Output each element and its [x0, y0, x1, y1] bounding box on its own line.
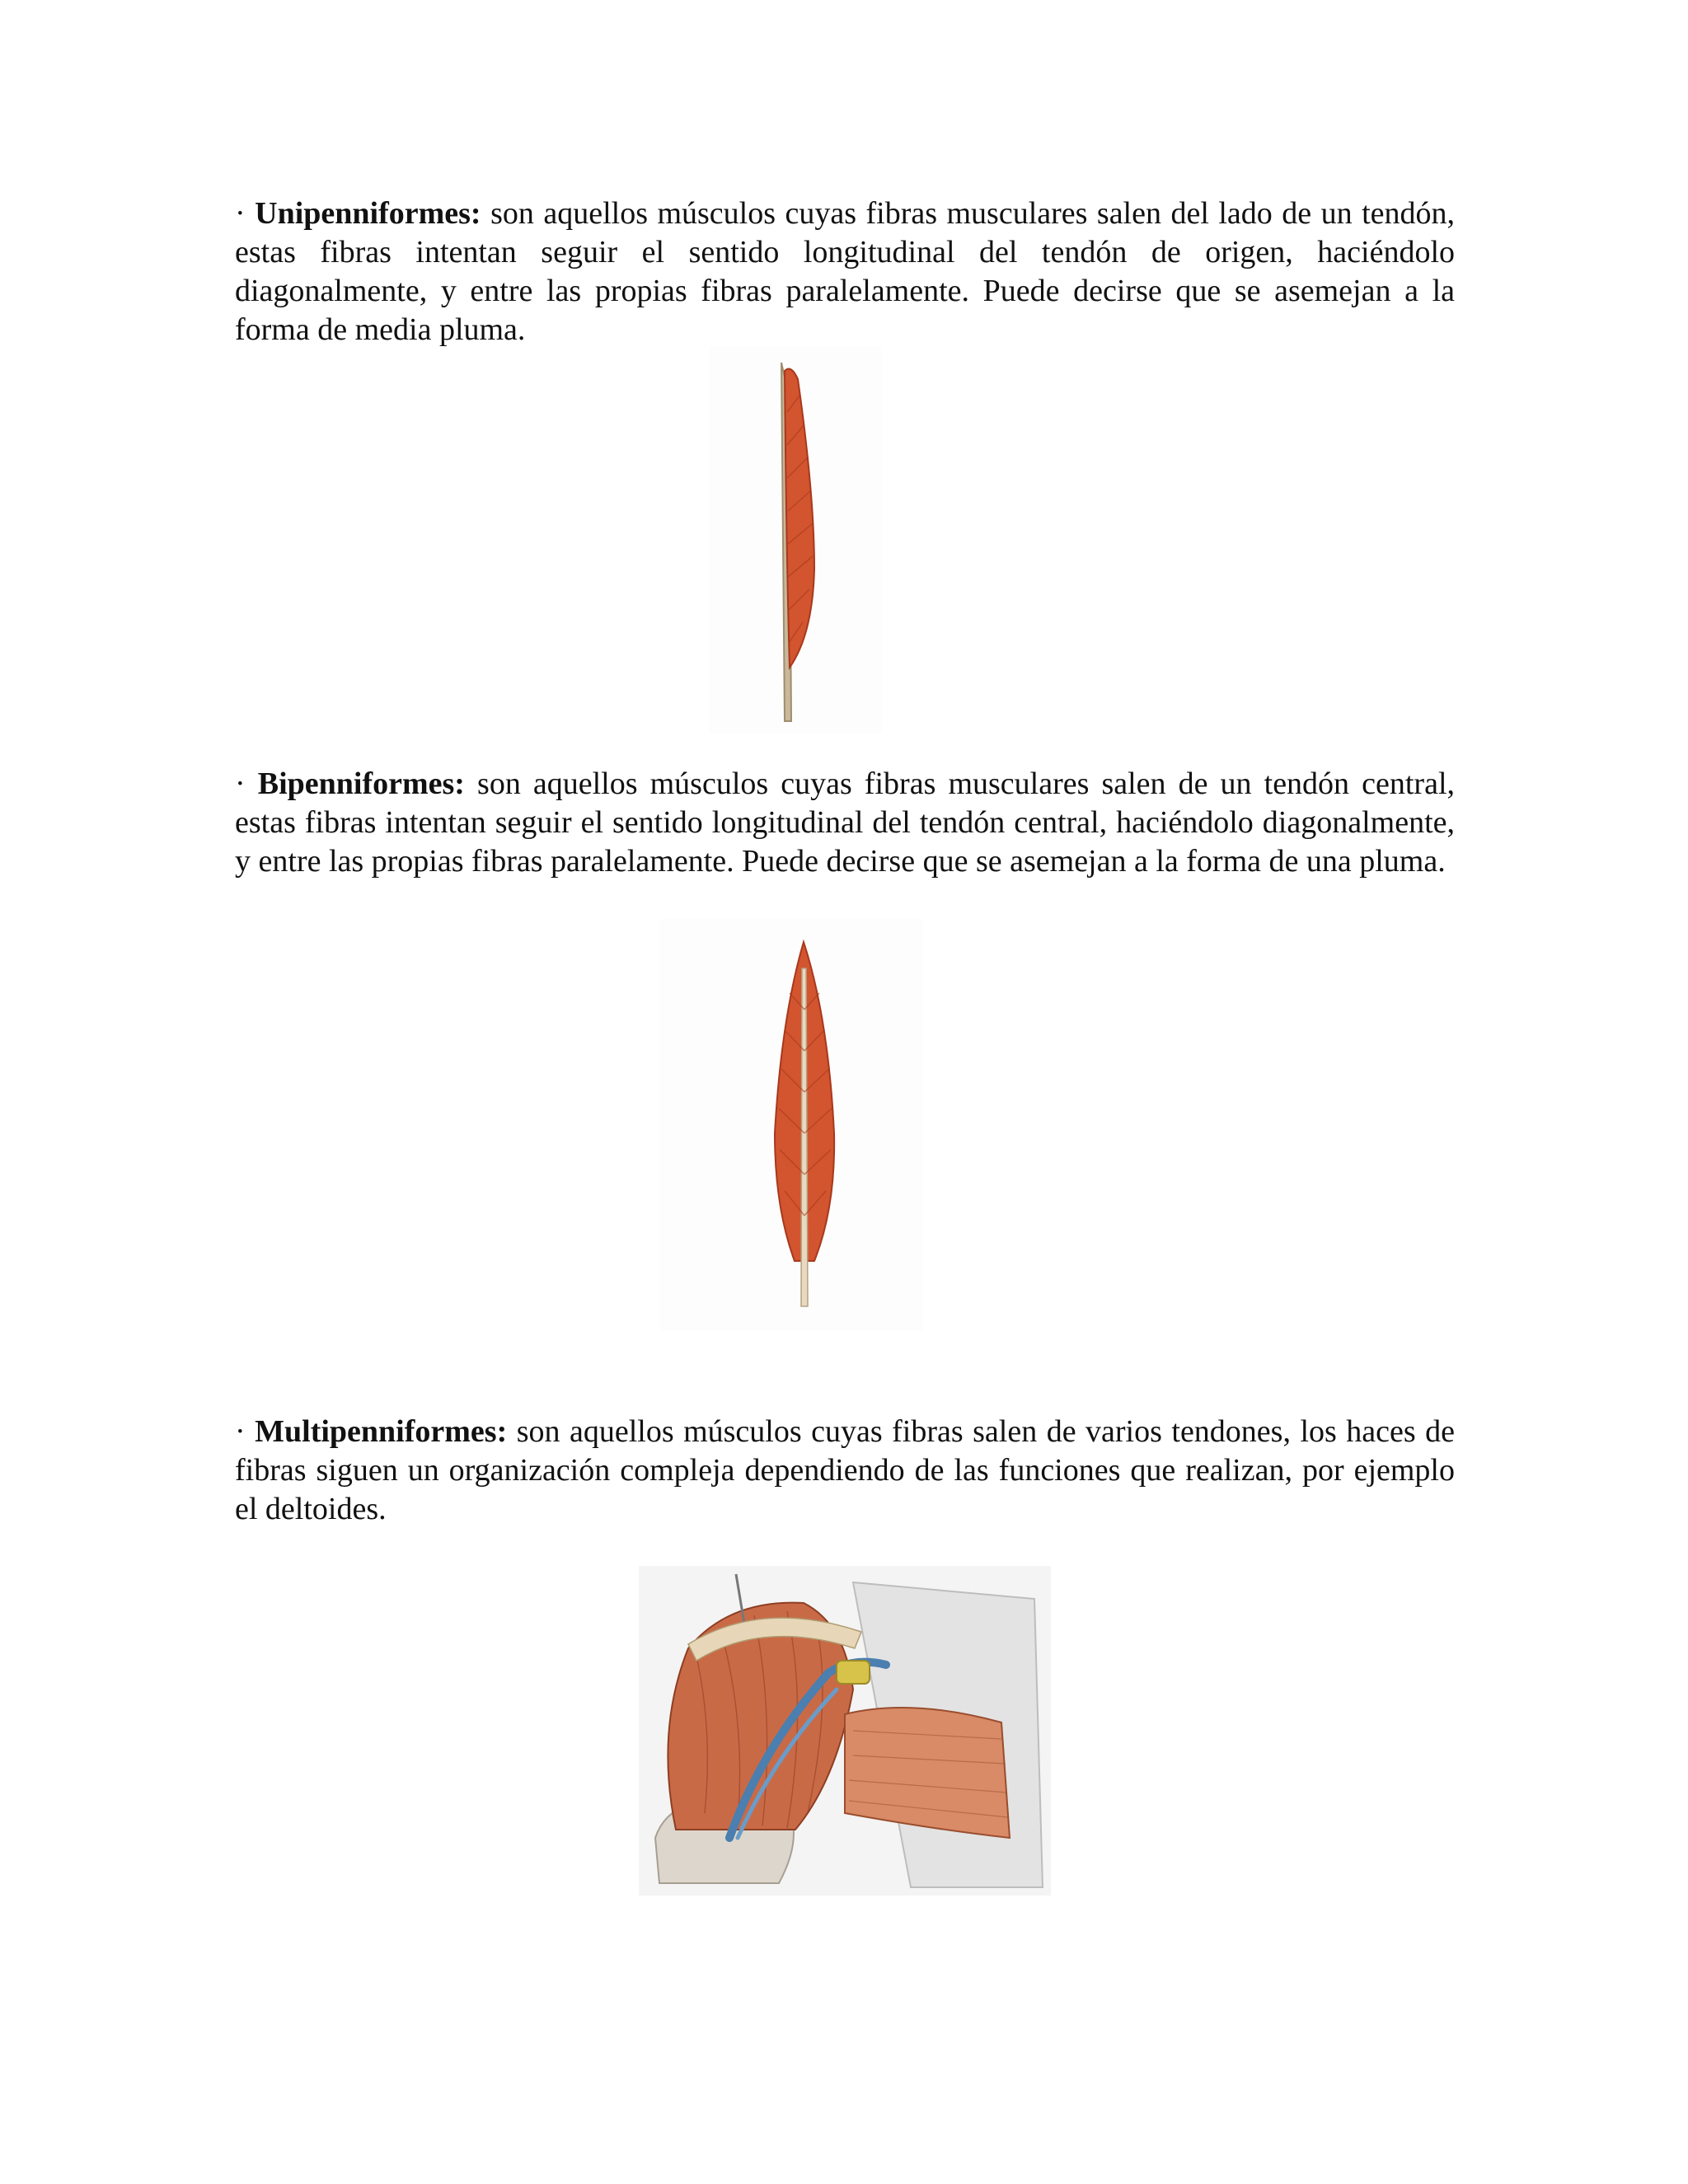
bipennate-muscle-figure: [659, 919, 923, 1331]
deltoid-shoulder-anatomy-illustration: [639, 1566, 1051, 1896]
description-unipenniformes: son aquellos músculos cuyas fibras musculares salen del lado de un tendón, estas fibras intentan seguir el sentido longitudinal del tendón de origen, haciéndolo diagonalmente, y entre las propias fibras paralelamente. Puede decirse que se asemejan a la forma de media pluma.: [235, 196, 1456, 347]
bullet: ·: [235, 766, 246, 801]
paragraph-unipenniformes: [235, 194, 1455, 349]
paragraph-multipenniformes: [235, 1413, 1455, 1529]
unipennate-muscle-figure: [709, 346, 882, 733]
term-unipenniformes: Unipenniformes:: [255, 196, 481, 231]
term-bipenniformes: Bipenniformes:: [257, 766, 465, 801]
bullet: ·: [235, 1414, 246, 1449]
paragraph-bipenniformes: [235, 765, 1455, 881]
bipennate-muscle-illustration: [659, 919, 923, 1331]
description-multipenniformes: son aquellos músculos cuyas fibras salen de varios tendones, los haces de fibras siguen un organización compleja dependiendo de las funciones que realizan, por ejemplo el deltoides.: [235, 1414, 1456, 1526]
bullet: ·: [235, 196, 246, 231]
unipennate-muscle-illustration: [709, 346, 882, 733]
term-multipenniformes: Multipenniformes:: [255, 1414, 508, 1449]
description-bipenniformes: son aquellos músculos cuyas fibras musculares salen de un tendón central, estas fibras intentan seguir el sentido longitudinal del tendón central, haciéndolo diagonalmente, y entre las propias fibras paralelamente. Puede decirse que se asemejan a la forma de una pluma.: [235, 766, 1456, 879]
deltoid-figure: [639, 1566, 1051, 1896]
